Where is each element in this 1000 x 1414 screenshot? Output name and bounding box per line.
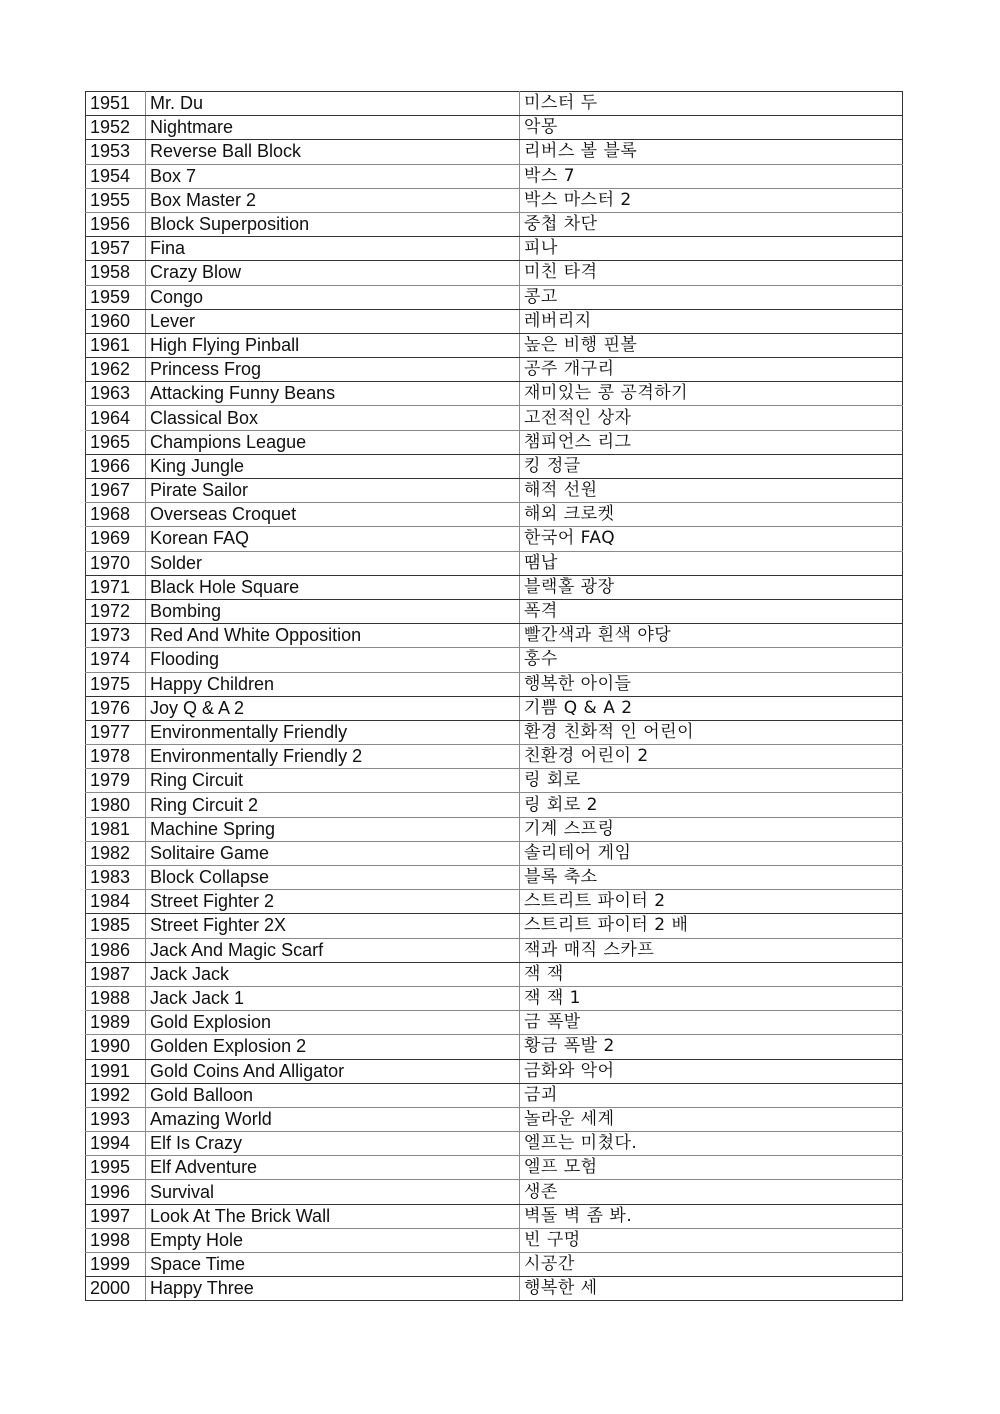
game-title-english-cell: Lever (146, 309, 520, 333)
game-title-korean-cell: 리버스 볼 블록 (520, 140, 903, 164)
table-row (86, 1228, 903, 1252)
game-title-english-cell: Elf Adventure (146, 1156, 520, 1180)
game-title-korean-cell: 벽돌 벽 좀 봐. (520, 1204, 903, 1228)
game-title-korean-cell: 링 회로 2 (520, 793, 903, 817)
table-row (86, 648, 903, 672)
table-row (86, 382, 903, 406)
table-row (86, 817, 903, 841)
game-title-english-cell: Amazing World (146, 1107, 520, 1131)
game-title-english-cell: Environmentally Friendly 2 (146, 745, 520, 769)
game-title-korean-cell: 박스 7 (520, 164, 903, 188)
game-title-korean-cell: 솔리테어 게임 (520, 841, 903, 865)
game-title-english-cell: Ring Circuit 2 (146, 793, 520, 817)
game-number-cell: 1959 (86, 285, 146, 309)
table-row (86, 720, 903, 744)
game-title-english-cell: Solder (146, 551, 520, 575)
table-row (86, 309, 903, 333)
table-row (86, 479, 903, 503)
game-number-cell: 1968 (86, 503, 146, 527)
game-title-english-cell: Congo (146, 285, 520, 309)
game-number-cell: 1966 (86, 454, 146, 478)
table-row (86, 1156, 903, 1180)
game-title-english-cell: Elf Is Crazy (146, 1132, 520, 1156)
game-title-english-cell: Look At The Brick Wall (146, 1204, 520, 1228)
game-title-korean-cell: 폭격 (520, 599, 903, 623)
game-title-english-cell: Box Master 2 (146, 188, 520, 212)
table-row (86, 333, 903, 357)
table-row (86, 454, 903, 478)
game-title-korean-cell: 엘프는 미쳤다. (520, 1132, 903, 1156)
game-title-korean-cell: 친환경 어린이 2 (520, 745, 903, 769)
game-number-cell: 2000 (86, 1277, 146, 1301)
game-number-cell: 1957 (86, 237, 146, 261)
game-number-cell: 1961 (86, 333, 146, 357)
game-title-korean-cell: 잭 잭 (520, 962, 903, 986)
table-row (86, 503, 903, 527)
table-row (86, 938, 903, 962)
game-number-cell: 1999 (86, 1253, 146, 1277)
game-number-cell: 1978 (86, 745, 146, 769)
game-title-english-cell: Jack And Magic Scarf (146, 938, 520, 962)
game-number-cell: 1985 (86, 914, 146, 938)
game-title-korean-cell: 중첩 차단 (520, 212, 903, 236)
table-row (86, 745, 903, 769)
game-title-english-cell: Jack Jack (146, 962, 520, 986)
game-number-cell: 1998 (86, 1228, 146, 1252)
game-number-cell: 1952 (86, 116, 146, 140)
game-title-english-cell: Fina (146, 237, 520, 261)
game-number-cell: 1971 (86, 575, 146, 599)
game-number-cell: 1964 (86, 406, 146, 430)
game-title-english-cell: Ring Circuit (146, 769, 520, 793)
game-title-english-cell: Street Fighter 2X (146, 914, 520, 938)
game-title-english-cell: Bombing (146, 599, 520, 623)
game-title-english-cell: Street Fighter 2 (146, 890, 520, 914)
game-number-cell: 1962 (86, 358, 146, 382)
game-number-cell: 1967 (86, 479, 146, 503)
game-title-english-cell: Survival (146, 1180, 520, 1204)
table-row (86, 237, 903, 261)
game-title-korean-cell: 금화와 악어 (520, 1059, 903, 1083)
game-title-english-cell: Crazy Blow (146, 261, 520, 285)
table-row (86, 890, 903, 914)
game-title-korean-cell: 엘프 모험 (520, 1156, 903, 1180)
game-number-cell: 1990 (86, 1035, 146, 1059)
table-row (86, 962, 903, 986)
game-title-korean-cell: 링 회로 (520, 769, 903, 793)
game-title-korean-cell: 빨간색과 흰색 야당 (520, 624, 903, 648)
table-row (86, 1107, 903, 1131)
table-row (86, 624, 903, 648)
game-title-english-cell: Joy Q & A 2 (146, 696, 520, 720)
game-title-korean-cell: 땜납 (520, 551, 903, 575)
game-number-cell: 1994 (86, 1132, 146, 1156)
game-number-cell: 1982 (86, 841, 146, 865)
game-number-cell: 1975 (86, 672, 146, 696)
game-title-korean-cell: 레버리지 (520, 309, 903, 333)
table-row (86, 1204, 903, 1228)
game-title-english-cell: Pirate Sailor (146, 479, 520, 503)
table-row (86, 1253, 903, 1277)
game-title-korean-cell: 잭 잭 1 (520, 986, 903, 1010)
game-number-cell: 1951 (86, 92, 146, 116)
table-row (86, 575, 903, 599)
table-row (86, 92, 903, 116)
table-row (86, 841, 903, 865)
game-title-korean-cell: 황금 폭발 2 (520, 1035, 903, 1059)
game-title-korean-cell: 해외 크로켓 (520, 503, 903, 527)
game-number-cell: 1991 (86, 1059, 146, 1083)
game-title-korean-cell: 스트리트 파이터 2 (520, 890, 903, 914)
game-number-cell: 1986 (86, 938, 146, 962)
game-title-korean-cell: 금괴 (520, 1083, 903, 1107)
game-number-cell: 1995 (86, 1156, 146, 1180)
table-row (86, 1180, 903, 1204)
game-number-cell: 1953 (86, 140, 146, 164)
game-title-english-cell: Mr. Du (146, 92, 520, 116)
table-row (86, 430, 903, 454)
table-row (86, 769, 903, 793)
game-title-english-cell: Attacking Funny Beans (146, 382, 520, 406)
table-row (86, 261, 903, 285)
game-number-cell: 1965 (86, 430, 146, 454)
game-number-cell: 1987 (86, 962, 146, 986)
game-list-body (86, 92, 903, 1301)
game-title-korean-cell: 스트리트 파이터 2 배 (520, 914, 903, 938)
table-row (86, 188, 903, 212)
table-row (86, 599, 903, 623)
game-title-english-cell: Environmentally Friendly (146, 720, 520, 744)
table-row (86, 1059, 903, 1083)
game-title-korean-cell: 행복한 세 (520, 1277, 903, 1301)
game-title-english-cell: Block Collapse (146, 866, 520, 890)
table-row (86, 285, 903, 309)
game-title-english-cell: Happy Children (146, 672, 520, 696)
game-title-english-cell: Empty Hole (146, 1228, 520, 1252)
game-number-cell: 1963 (86, 382, 146, 406)
game-title-korean-cell: 블랙홀 광장 (520, 575, 903, 599)
game-number-cell: 1956 (86, 212, 146, 236)
game-title-english-cell: High Flying Pinball (146, 333, 520, 357)
game-number-cell: 1973 (86, 624, 146, 648)
game-number-cell: 1997 (86, 1204, 146, 1228)
game-number-cell: 1972 (86, 599, 146, 623)
table-row (86, 551, 903, 575)
game-title-english-cell: Red And White Opposition (146, 624, 520, 648)
game-title-korean-cell: 콩고 (520, 285, 903, 309)
game-title-korean-cell: 박스 마스터 2 (520, 188, 903, 212)
game-number-cell: 1954 (86, 164, 146, 188)
game-title-korean-cell: 재미있는 콩 공격하기 (520, 382, 903, 406)
game-number-cell: 1989 (86, 1011, 146, 1035)
game-title-english-cell: Golden Explosion 2 (146, 1035, 520, 1059)
game-title-english-cell: Block Superposition (146, 212, 520, 236)
game-title-english-cell: Black Hole Square (146, 575, 520, 599)
game-title-korean-cell: 홍수 (520, 648, 903, 672)
game-title-korean-cell: 잭과 매직 스카프 (520, 938, 903, 962)
game-number-cell: 1958 (86, 261, 146, 285)
game-title-korean-cell: 높은 비행 핀볼 (520, 333, 903, 357)
table-row (86, 1035, 903, 1059)
table-row (86, 866, 903, 890)
game-title-korean-cell: 공주 개구리 (520, 358, 903, 382)
table-row (86, 116, 903, 140)
game-title-korean-cell: 킹 정글 (520, 454, 903, 478)
game-title-korean-cell: 기계 스프링 (520, 817, 903, 841)
game-title-korean-cell: 악몽 (520, 116, 903, 140)
game-title-korean-cell: 고전적인 상자 (520, 406, 903, 430)
game-title-english-cell: Space Time (146, 1253, 520, 1277)
game-number-cell: 1974 (86, 648, 146, 672)
game-number-cell: 1970 (86, 551, 146, 575)
game-title-korean-cell: 한국어 FAQ (520, 527, 903, 551)
game-title-english-cell: Princess Frog (146, 358, 520, 382)
table-row (86, 1011, 903, 1035)
game-number-cell: 1980 (86, 793, 146, 817)
game-number-cell: 1983 (86, 866, 146, 890)
game-title-korean-cell: 해적 선원 (520, 479, 903, 503)
game-title-korean-cell: 시공간 (520, 1253, 903, 1277)
table-row (86, 914, 903, 938)
table-row (86, 1277, 903, 1301)
game-title-korean-cell: 챔피언스 리그 (520, 430, 903, 454)
game-title-korean-cell: 빈 구멍 (520, 1228, 903, 1252)
table-row (86, 1132, 903, 1156)
game-number-cell: 1977 (86, 720, 146, 744)
game-title-english-cell: Overseas Croquet (146, 503, 520, 527)
game-title-korean-cell: 기쁨 Q & A 2 (520, 696, 903, 720)
table-row (86, 358, 903, 382)
game-title-english-cell: Jack Jack 1 (146, 986, 520, 1010)
game-title-korean-cell: 놀라운 세계 (520, 1107, 903, 1131)
game-number-cell: 1993 (86, 1107, 146, 1131)
table-row (86, 406, 903, 430)
game-number-cell: 1996 (86, 1180, 146, 1204)
game-number-cell: 1981 (86, 817, 146, 841)
game-title-english-cell: Classical Box (146, 406, 520, 430)
game-number-cell: 1969 (86, 527, 146, 551)
game-title-english-cell: Nightmare (146, 116, 520, 140)
game-title-korean-cell: 피나 (520, 237, 903, 261)
game-title-english-cell: Solitaire Game (146, 841, 520, 865)
game-title-english-cell: Gold Coins And Alligator (146, 1059, 520, 1083)
game-title-korean-cell: 금 폭발 (520, 1011, 903, 1035)
game-number-cell: 1988 (86, 986, 146, 1010)
table-row (86, 986, 903, 1010)
game-title-english-cell: Flooding (146, 648, 520, 672)
table-row (86, 696, 903, 720)
table-row (86, 1083, 903, 1107)
game-number-cell: 1979 (86, 769, 146, 793)
game-number-cell: 1992 (86, 1083, 146, 1107)
game-number-cell: 1955 (86, 188, 146, 212)
game-title-english-cell: Gold Explosion (146, 1011, 520, 1035)
game-title-english-cell: Gold Balloon (146, 1083, 520, 1107)
game-title-english-cell: Champions League (146, 430, 520, 454)
game-title-korean-cell: 미스터 두 (520, 92, 903, 116)
table-row (86, 212, 903, 236)
game-title-english-cell: Machine Spring (146, 817, 520, 841)
table-row (86, 140, 903, 164)
game-title-korean-cell: 생존 (520, 1180, 903, 1204)
game-number-cell: 1976 (86, 696, 146, 720)
game-title-english-cell: Box 7 (146, 164, 520, 188)
game-title-english-cell: Korean FAQ (146, 527, 520, 551)
game-title-korean-cell: 블록 축소 (520, 866, 903, 890)
game-title-english-cell: Reverse Ball Block (146, 140, 520, 164)
game-number-cell: 1960 (86, 309, 146, 333)
table-row (86, 527, 903, 551)
game-list-table (85, 91, 903, 1301)
game-title-korean-cell: 환경 친화적 인 어린이 (520, 720, 903, 744)
table-row (86, 164, 903, 188)
game-number-cell: 1984 (86, 890, 146, 914)
game-title-korean-cell: 미친 타격 (520, 261, 903, 285)
table-row (86, 672, 903, 696)
table-row (86, 793, 903, 817)
game-title-english-cell: King Jungle (146, 454, 520, 478)
game-title-english-cell: Happy Three (146, 1277, 520, 1301)
game-title-korean-cell: 행복한 아이들 (520, 672, 903, 696)
